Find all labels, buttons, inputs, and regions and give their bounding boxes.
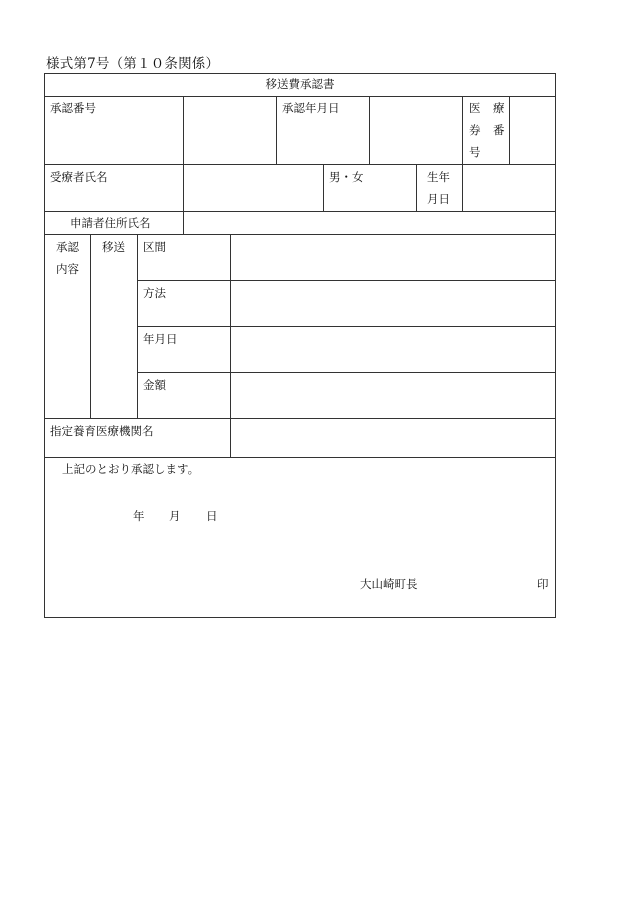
approval-date-label: 承認年月日 — [282, 101, 340, 115]
approval-statement: 上記のとおり承認します。 — [62, 462, 200, 476]
birth-date-label-2: 月日 — [427, 192, 450, 206]
date-label: 年月日 — [143, 332, 178, 346]
date-day: 日 — [206, 509, 218, 523]
row2-sep-4 — [462, 164, 463, 211]
row1-sep-2 — [276, 96, 277, 164]
row3-sep — [183, 211, 184, 234]
row1-sep-1 — [183, 96, 184, 164]
border-left — [44, 73, 45, 618]
card-number-char-4: 番 — [493, 123, 505, 137]
border-bottom — [44, 617, 556, 618]
card-number-char-2: 療 — [493, 101, 505, 115]
title-divider — [44, 96, 556, 97]
approval-sep-3 — [230, 234, 231, 457]
form-title: 移送費承認書 — [265, 77, 335, 91]
section-divider-1 — [137, 280, 556, 281]
amount-label: 金額 — [143, 378, 166, 392]
card-number-char-3: 券 — [469, 123, 481, 137]
card-number-char-1: 医 — [469, 101, 481, 115]
method-label: 方法 — [143, 286, 166, 300]
row1-divider — [44, 164, 556, 165]
patient-name-label: 受療者氏名 — [50, 170, 108, 184]
applicant-label: 申請者住所氏名 — [70, 216, 151, 230]
seal-mark: 印 — [537, 577, 549, 591]
date-month: 月 — [169, 509, 181, 523]
approval-form — [44, 73, 556, 618]
approval-bottom — [44, 418, 556, 419]
border-right — [555, 73, 556, 618]
institution-divider — [44, 457, 556, 458]
row1-sep-5 — [509, 96, 510, 164]
row3-divider — [44, 234, 556, 235]
signer-title: 大山崎町長 — [360, 577, 418, 591]
sex-label: 男・女 — [329, 170, 364, 184]
card-number-char-5: 号 — [469, 145, 481, 159]
form-number-label: 様式第7号（第１０条関係） — [46, 56, 220, 72]
section-label: 区間 — [143, 240, 166, 254]
approval-number-label: 承認番号 — [50, 101, 96, 115]
transport-label: 移送 — [102, 240, 125, 254]
row2-sep-2 — [323, 164, 324, 211]
row1-sep-3 — [369, 96, 370, 164]
row2-sep-3 — [416, 164, 417, 211]
approval-sep-2 — [137, 234, 138, 418]
row2-divider — [44, 211, 556, 212]
approval-group-label-1: 承認 — [56, 240, 79, 254]
institution-label: 指定養育医療機関名 — [50, 424, 154, 438]
method-divider — [137, 326, 556, 327]
date-year: 年 — [133, 509, 145, 523]
row2-sep-1 — [183, 164, 184, 211]
row1-sep-4 — [462, 96, 463, 164]
approval-group-label-2: 内容 — [56, 262, 79, 276]
birth-date-label-1: 生年 — [427, 170, 450, 184]
date-divider — [137, 372, 556, 373]
approval-sep-1 — [90, 234, 91, 418]
